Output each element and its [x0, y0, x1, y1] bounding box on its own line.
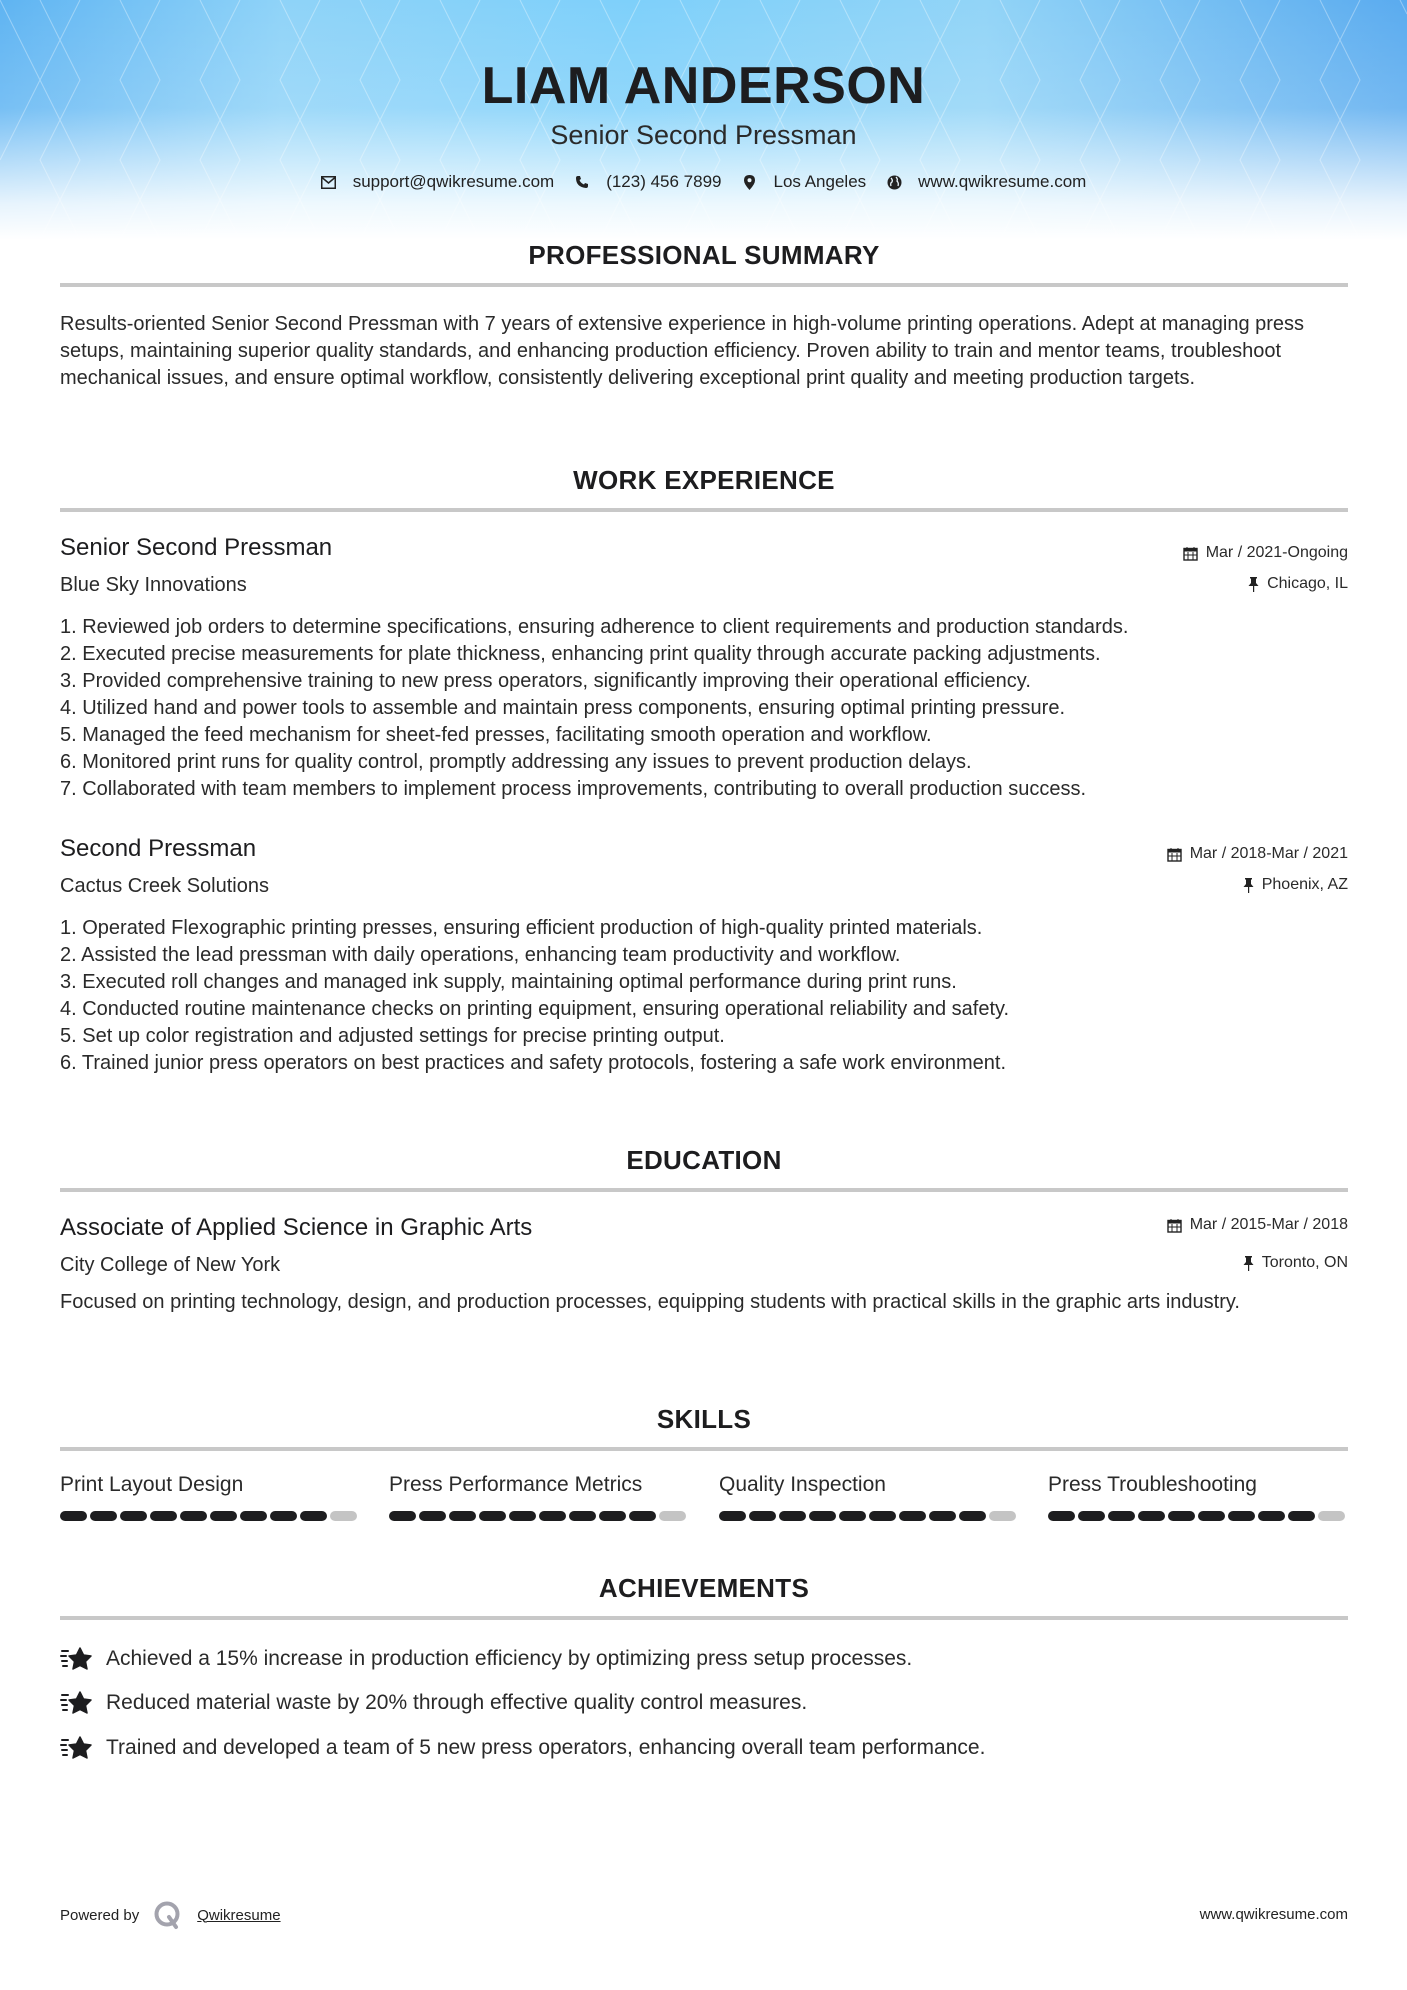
- skill-item: [1048, 1473, 1348, 1521]
- school-name: City College of New York: [60, 1254, 281, 1276]
- job-location: [1248, 575, 1348, 593]
- job-location-text: Phoenix, AZ: [1261, 876, 1348, 893]
- skills-divider: [60, 1447, 1348, 1451]
- footer-website[interactable]: www.qwikresume.com: [1199, 1906, 1348, 1923]
- achievement-text: Achieved a 15% increase in production efficiency by optimizing press setup processes.: [106, 1647, 913, 1670]
- candidate-title: Senior Second Pressman: [550, 120, 857, 150]
- summary-text: Results-oriented Senior Second Pressman with 7 years of extensive experience in high-volume printing operations. Adept at managing press setups, maintaining superior quality standards, and enhancing production efficiency. Proven ability to train and mentor teams, troubleshoot mechanical issues, and ensure optimal workflow, consistently delivering exceptional print quality and meeting production targets.: [60, 313, 1305, 389]
- bullet: 4. Conducted routine maintenance checks on printing equipment, ensuring operational reliability and safety.: [60, 998, 1010, 1020]
- envelope-icon: [321, 174, 337, 190]
- location-text: Los Angeles: [773, 172, 867, 191]
- job-dates-text: Mar / 2021-Ongoing: [1205, 544, 1348, 561]
- job-dates: [1183, 544, 1348, 562]
- skill-name: Print Layout Design: [60, 1473, 244, 1496]
- website-text: www.qwikresume.com: [918, 172, 1087, 191]
- achievements-divider: [60, 1616, 1348, 1620]
- bullet: 4. Utilized hand and power tools to assemble and maintain press components, ensuring optimal printing pressure.: [60, 697, 1065, 719]
- education-dates-text: Mar / 2015-Mar / 2018: [1189, 1216, 1348, 1233]
- job-title: Second Pressman: [60, 835, 257, 862]
- candidate-name: LIAM ANDERSON: [481, 57, 926, 115]
- achievement-text: Reduced material waste by 20% through effective quality control measures.: [106, 1691, 808, 1714]
- contact-phone[interactable]: [574, 172, 721, 192]
- pushpin-icon: [1243, 1256, 1254, 1271]
- contact-email[interactable]: [321, 172, 555, 192]
- achievement-item: [60, 1689, 807, 1717]
- skill-level-bar: [389, 1511, 689, 1521]
- job-bullets: [60, 614, 1360, 803]
- bullet: 1. Operated Flexographic printing presses, ensuring efficient production of high-quality printed materials.: [60, 917, 983, 939]
- phone-text: (123) 456 7899: [606, 172, 722, 191]
- job-location-text: Chicago, IL: [1267, 575, 1348, 592]
- job-bullets: [60, 915, 1360, 1077]
- header-banner: [0, 0, 1407, 240]
- bullet: 1. Reviewed job orders to determine specifications, ensuring adherence to client requirements and production standards.: [60, 616, 1129, 638]
- skills-heading: SKILLS: [656, 1404, 752, 1434]
- achievement-text: Trained and developed a team of 5 new press operators, enhancing overall team performance.: [106, 1736, 986, 1759]
- achievement-item: [60, 1734, 985, 1762]
- job-dates: [1167, 845, 1348, 863]
- contact-location: [742, 172, 867, 192]
- summary-heading: PROFESSIONAL SUMMARY: [528, 240, 880, 270]
- skill-item: [389, 1473, 689, 1521]
- job-title: Senior Second Pressman: [60, 534, 333, 561]
- email-text: support@qwikresume.com: [352, 172, 555, 191]
- shooting-star-icon: [60, 1734, 94, 1762]
- job-location: [1243, 876, 1348, 894]
- pushpin-icon: [1248, 577, 1259, 592]
- degree-title: Associate of Applied Science in Graphic Arts: [60, 1214, 533, 1241]
- shooting-star-icon: [60, 1645, 94, 1673]
- education-divider: [60, 1188, 1348, 1192]
- phone-icon: [574, 174, 590, 190]
- experience-divider: [60, 508, 1348, 512]
- experience-heading: WORK EXPERIENCE: [573, 465, 835, 495]
- qwikresume-logo-icon: [153, 1900, 183, 1930]
- skill-level-bar: [1048, 1511, 1348, 1521]
- skill-item: [60, 1473, 360, 1521]
- qwikresume-link[interactable]: Qwikresume: [197, 1906, 281, 1924]
- bullet: 6. Trained junior press operators on best practices and safety protocols, fostering a safe work environment.: [60, 1052, 1007, 1074]
- contact-website[interactable]: [886, 172, 1086, 192]
- calendar-icon: [1167, 847, 1182, 862]
- calendar-icon: [1167, 1218, 1182, 1233]
- skill-item: [719, 1473, 1019, 1521]
- job-dates-text: Mar / 2018-Mar / 2021: [1189, 845, 1348, 862]
- contact-bar: [0, 172, 1407, 192]
- summary-divider: [60, 283, 1348, 287]
- bullet: 7. Collaborated with team members to implement process improvements, contributing to overall production success.: [60, 778, 1087, 800]
- job-company: Blue Sky Innovations: [60, 574, 247, 596]
- bullet: 3. Provided comprehensive training to new press operators, significantly improving their operational efficiency.: [60, 670, 1031, 692]
- bullet: 6. Monitored print runs for quality control, promptly addressing any issues to prevent production delays.: [60, 751, 972, 773]
- job-company: Cactus Creek Solutions: [60, 875, 269, 897]
- bullet: 5. Set up color registration and adjusted settings for precise printing output.: [60, 1025, 725, 1047]
- education-location-text: Toronto, ON: [1261, 1254, 1348, 1271]
- bullet: 2. Assisted the lead pressman with daily operations, enhancing team productivity and workflow.: [60, 944, 901, 966]
- education-location: [1243, 1254, 1348, 1272]
- achievements-heading: ACHIEVEMENTS: [598, 1573, 810, 1603]
- skill-name: Quality Inspection: [719, 1473, 886, 1496]
- powered-by-label: Powered by: [60, 1906, 140, 1924]
- bullet: 2. Executed precise measurements for plate thickness, enhancing print quality through accurate packing adjustments.: [60, 643, 1101, 665]
- map-pin-icon: [742, 174, 758, 190]
- skill-name: Press Troubleshooting: [1048, 1473, 1257, 1496]
- skill-name: Press Performance Metrics: [389, 1473, 643, 1496]
- skill-level-bar: [719, 1511, 1019, 1521]
- achievement-item: [60, 1645, 912, 1673]
- bullet: 5. Managed the feed mechanism for sheet-fed presses, facilitating smooth operation and workflow.: [60, 724, 932, 746]
- globe-icon: [886, 174, 902, 190]
- education-description: Focused on printing technology, design, and production processes, equipping students with practical skills in the graphic arts industry.: [60, 1291, 1240, 1313]
- calendar-icon: [1183, 546, 1198, 561]
- bullet: 3. Executed roll changes and managed ink supply, maintaining optimal performance during print runs.: [60, 971, 957, 993]
- footer-powered-by: [60, 1900, 281, 1930]
- shooting-star-icon: [60, 1689, 94, 1717]
- education-heading: EDUCATION: [626, 1145, 782, 1175]
- skill-level-bar: [60, 1511, 360, 1521]
- education-dates: [1167, 1216, 1348, 1234]
- pushpin-icon: [1243, 878, 1254, 893]
